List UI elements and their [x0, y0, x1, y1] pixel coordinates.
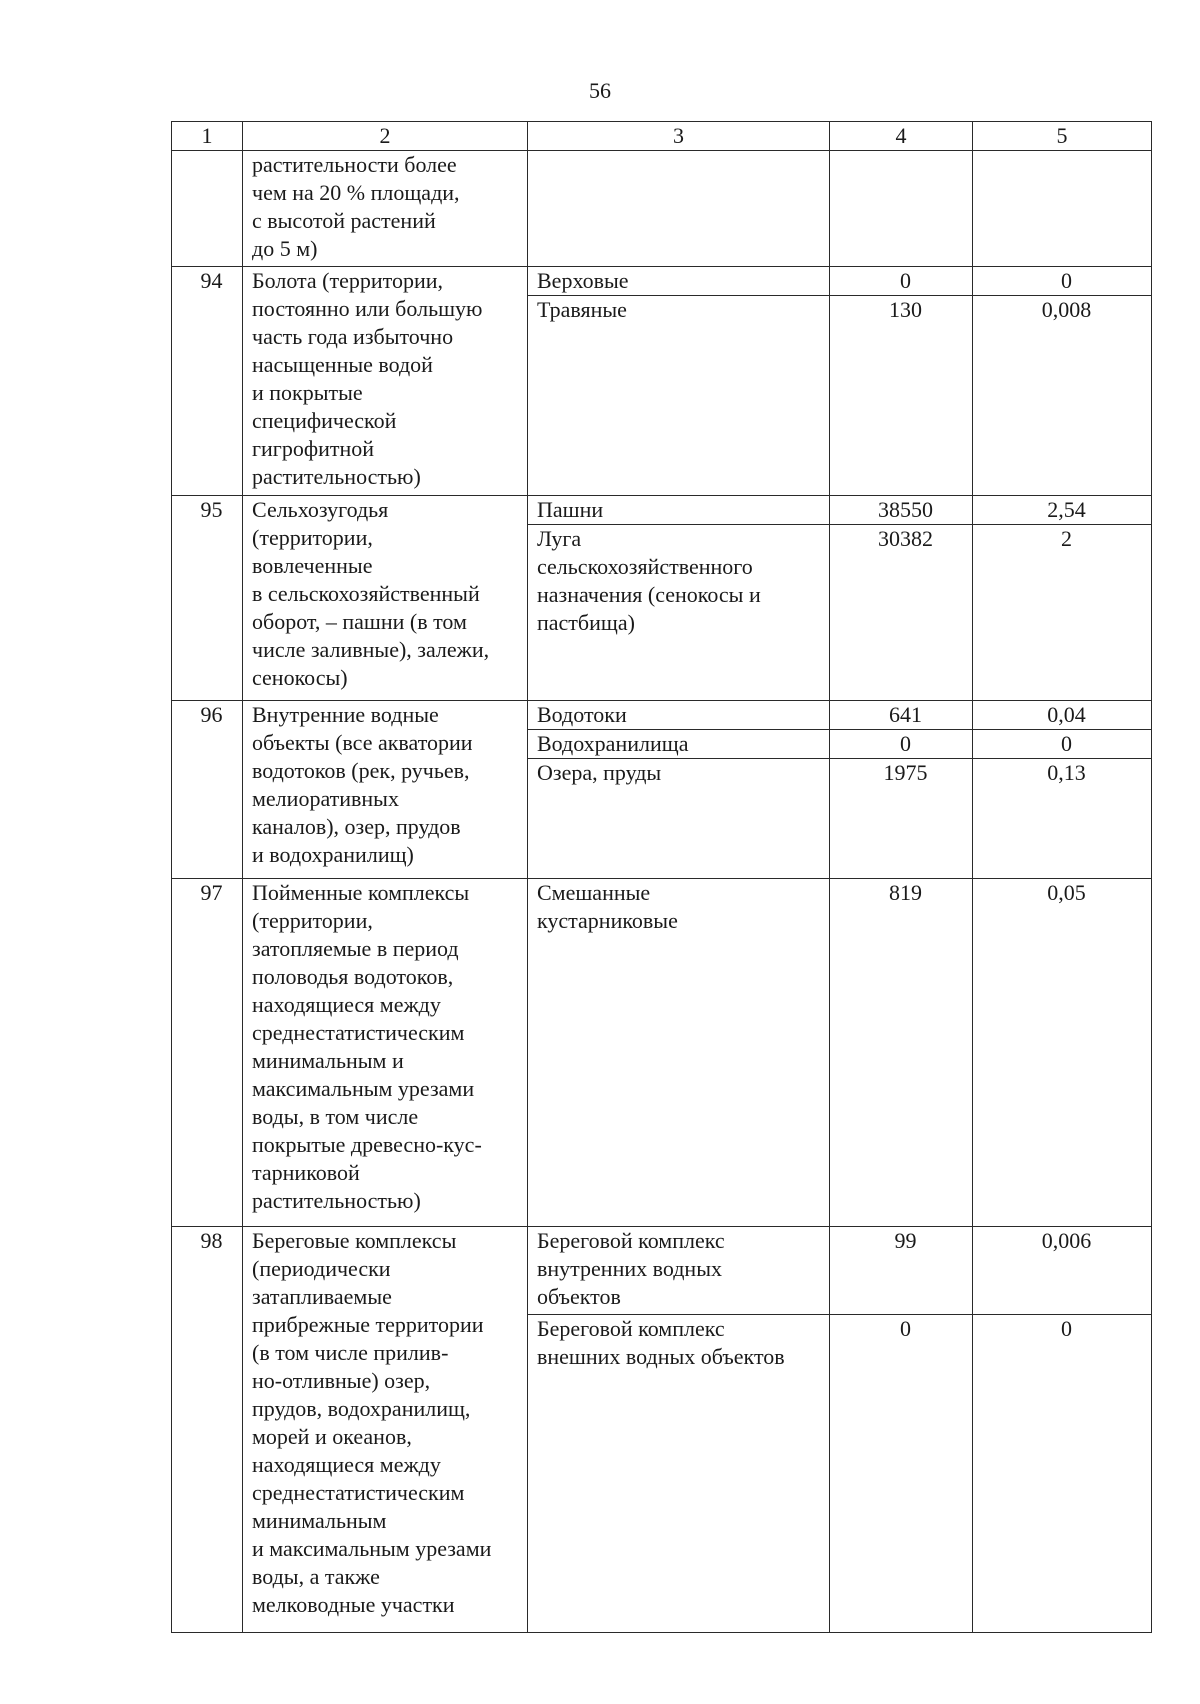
text-line: (периодически: [252, 1256, 391, 1281]
category-description: [243, 151, 528, 267]
subtype-name: [528, 1315, 830, 1633]
text-line: чем на 20 % площади,: [252, 180, 460, 205]
area-value: [830, 151, 973, 267]
text-line: воды, а также: [252, 1564, 380, 1589]
percent-value: 2,54: [973, 496, 1152, 525]
text-line: сенокосы): [252, 665, 348, 690]
text-line: Пойменные комплексы: [252, 880, 470, 905]
text-line: кустарниковые: [537, 908, 678, 933]
table-row: [172, 267, 1152, 296]
subtype-name: [528, 730, 830, 759]
table-row: [172, 151, 1152, 267]
area-value: 0: [830, 1315, 973, 1633]
header-cell: 2: [243, 122, 528, 151]
header-cell: 5: [973, 122, 1152, 151]
land-cover-table: [171, 121, 1152, 1633]
text-line: постоянно или большую: [252, 296, 483, 321]
text-line: оборот, – пашни (в том: [252, 609, 467, 634]
text-line: но-отливные) озер,: [252, 1368, 431, 1393]
row-number: 94: [172, 267, 243, 496]
text-line: Верховые: [537, 268, 629, 293]
table-row: [172, 1227, 1152, 1315]
category-description: [243, 267, 528, 496]
subtype-name: [528, 1227, 830, 1315]
text-line: и водохранилищ): [252, 842, 414, 867]
subtype-name: [528, 267, 830, 296]
area-value: 30382: [830, 525, 973, 701]
subtype-name: [528, 296, 830, 496]
text-line: Водохранилища: [537, 731, 689, 756]
subtype-name: [528, 879, 830, 1227]
text-line: находящиеся между: [252, 992, 441, 1017]
subtype-name: [528, 701, 830, 730]
subtype-name: [528, 525, 830, 701]
text-line: Травяные: [537, 297, 627, 322]
header-cell: 1: [172, 122, 243, 151]
text-line: максимальным урезами: [252, 1076, 475, 1101]
area-value: 1975: [830, 759, 973, 879]
text-line: (в том числе прилив-: [252, 1340, 449, 1365]
text-line: покрытые древесно-кус-: [252, 1132, 482, 1157]
area-value: 641: [830, 701, 973, 730]
text-line: и максимальным урезами: [252, 1536, 492, 1561]
percent-value: 0: [973, 267, 1152, 296]
text-line: водотоков (рек, ручьев,: [252, 758, 470, 783]
percent-value: [973, 151, 1152, 267]
area-value: 99: [830, 1227, 973, 1315]
row-number: 95: [172, 496, 243, 701]
text-line: (территории,: [252, 908, 373, 933]
text-line: Береговые комплексы: [252, 1228, 457, 1253]
text-line: Сельхозугодья: [252, 497, 389, 522]
row-number: [172, 151, 243, 267]
text-line: внутренних водных: [537, 1256, 722, 1281]
text-line: воды, в том числе: [252, 1104, 419, 1129]
text-line: тарниковой: [252, 1160, 360, 1185]
text-line: мелиоративных: [252, 786, 399, 811]
category-description: [243, 496, 528, 701]
table-row: [172, 496, 1152, 525]
text-line: каналов), озер, прудов: [252, 814, 461, 839]
text-line: специфической: [252, 408, 397, 433]
header-cell: 4: [830, 122, 973, 151]
text-line: прудов, водохранилищ,: [252, 1396, 471, 1421]
text-line: (территории,: [252, 525, 373, 550]
text-line: половодья водотоков,: [252, 964, 454, 989]
text-line: среднестатистическим: [252, 1480, 465, 1505]
table-header-row: [172, 122, 1152, 151]
area-value: 819: [830, 879, 973, 1227]
text-line: Луга: [537, 526, 582, 551]
percent-value: 0: [973, 1315, 1152, 1633]
percent-value: 0,13: [973, 759, 1152, 879]
text-line: затопляемые в период: [252, 936, 459, 961]
table-row: [172, 879, 1152, 1227]
text-line: с высотой растений: [252, 208, 436, 233]
text-line: мелководные участки: [252, 1592, 455, 1617]
text-line: сельскохозяйственного: [537, 554, 753, 579]
category-description: [243, 1227, 528, 1633]
text-line: Озера, пруды: [537, 760, 662, 785]
text-line: назначения (сенокосы и: [537, 582, 761, 607]
text-line: морей и океанов,: [252, 1424, 412, 1449]
text-line: насыщенные водой: [252, 352, 433, 377]
percent-value: 0,008: [973, 296, 1152, 496]
text-line: объектов: [537, 1284, 621, 1309]
percent-value: 0,05: [973, 879, 1152, 1227]
row-number: 96: [172, 701, 243, 879]
text-line: часть года избыточно: [252, 324, 454, 349]
category-description: [243, 879, 528, 1227]
text-line: Береговой комплекс: [537, 1316, 725, 1341]
text-line: Внутренние водные: [252, 702, 439, 727]
area-value: 38550: [830, 496, 973, 525]
text-line: до 5 м): [252, 236, 318, 261]
percent-value: 2: [973, 525, 1152, 701]
row-number: 97: [172, 879, 243, 1227]
text-line: в сельскохозяйственный: [252, 581, 480, 606]
text-line: Береговой комплекс: [537, 1228, 725, 1253]
text-line: минимальным и: [252, 1048, 404, 1073]
text-line: растительности более: [252, 152, 457, 177]
text-line: затапливаемые: [252, 1284, 392, 1309]
percent-value: 0: [973, 730, 1152, 759]
text-line: Болота (территории,: [252, 268, 444, 293]
area-value: 0: [830, 267, 973, 296]
text-line: внешних водных объектов: [537, 1344, 785, 1369]
text-line: гигрофитной: [252, 436, 375, 461]
text-line: и покрытые: [252, 380, 363, 405]
percent-value: 0,04: [973, 701, 1152, 730]
text-line: растительностью): [252, 464, 421, 489]
text-line: растительностью): [252, 1188, 421, 1213]
text-line: объекты (все акватории: [252, 730, 473, 755]
subtype-name: [528, 759, 830, 879]
text-line: прибрежные территории: [252, 1312, 484, 1337]
area-value: 0: [830, 730, 973, 759]
text-line: Смешанные: [537, 880, 651, 905]
text-line: Водотоки: [537, 702, 627, 727]
area-value: 130: [830, 296, 973, 496]
text-line: пастбища): [537, 610, 635, 635]
row-number: 98: [172, 1227, 243, 1633]
category-description: [243, 701, 528, 879]
page-number: 56: [589, 78, 611, 103]
subtype-name: [528, 496, 830, 525]
text-line: Пашни: [537, 497, 604, 522]
header-cell: 3: [528, 122, 830, 151]
text-line: вовлеченные: [252, 553, 373, 578]
text-line: находящиеся между: [252, 1452, 441, 1477]
text-line: числе заливные), залежи,: [252, 637, 490, 662]
percent-value: 0,006: [973, 1227, 1152, 1315]
text-line: минимальным: [252, 1508, 387, 1533]
table-row: [172, 701, 1152, 730]
text-line: среднестатистическим: [252, 1020, 465, 1045]
subtype-name: [528, 151, 830, 267]
